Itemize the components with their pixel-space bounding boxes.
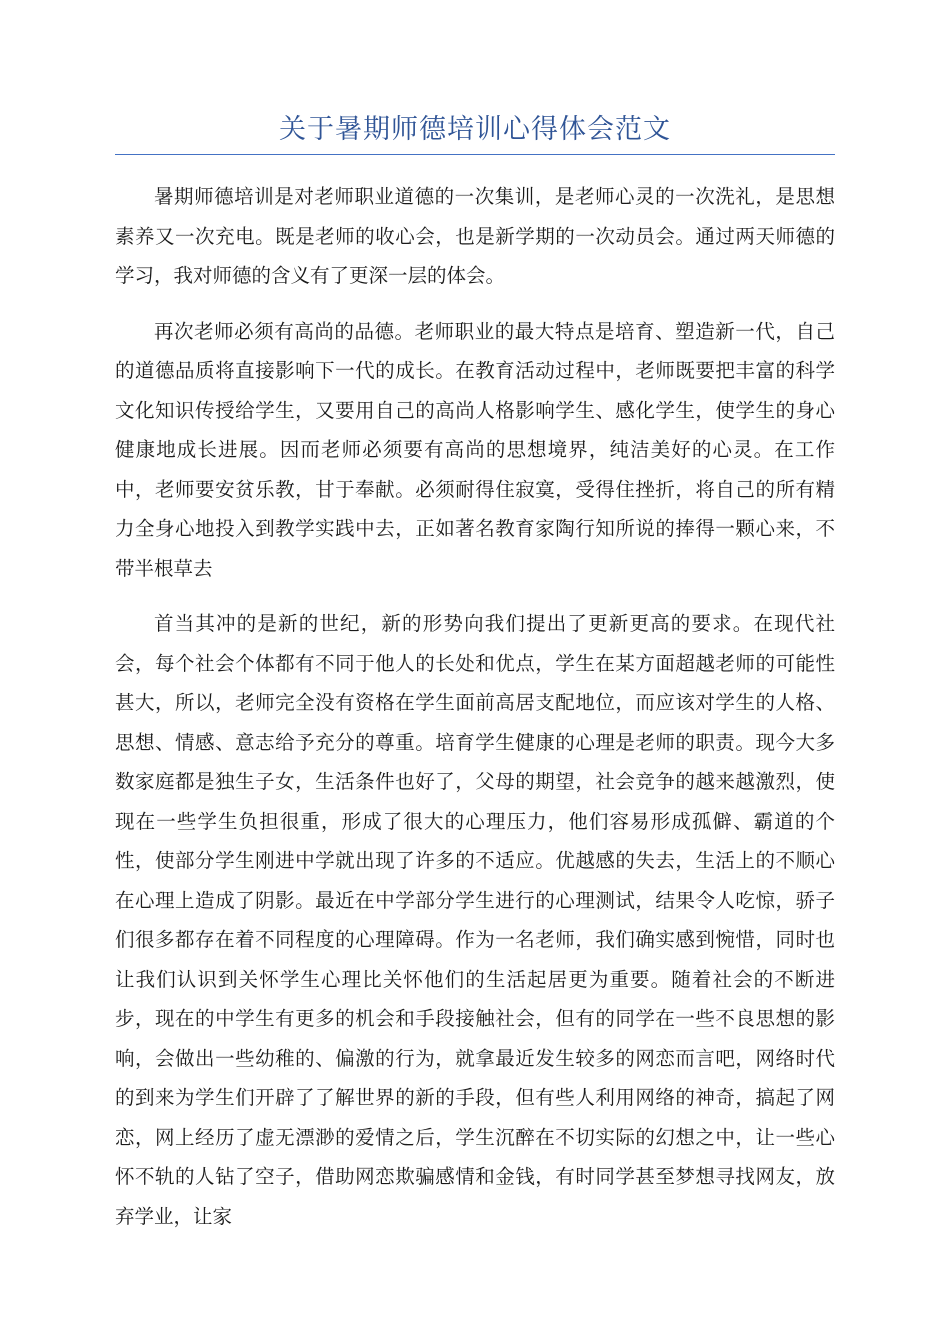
title-underline bbox=[115, 154, 835, 155]
paragraph-3: 首当其冲的是新的世纪，新的形势向我们提出了更新更高的要求。在现代社会，每个社会个体都有不同于他人的长处和优点，学生在某方面超越老师的可能性甚大，所以，老师完全没有资格在学生面前高居支配地位，而应该对学生的人格、思想、情感、意志给予充分的尊重。培育学生健康的心理是老师的职责。现今大多数家庭都是独生子女，生活条件也好了，父母的期望，社会竞争的越来越激烈，使现在一些学生负担很重，形成了很大的心理压力，他们容易形成孤僻、霸道的个性，使部分学生刚进中学就出现了许多的不适应。优越感的失去，生活上的不顺心在心理上造成了阴影。最近在中学部分学生进行的心理测试，结果令人吃惊，骄子们很多都存在着不同程度的心理障碍。作为一名老师，我们确实感到惋惜，同时也让我们认识到关怀学生心理比关怀他们的生活起居更为重要。随着社会的不断进步，现在的中学生有更多的机会和手段接触社会，但有的同学在一些不良思想的影响，会做出一些幼稚的、偏激的行为，就拿最近发生较多的网恋而言吧，网络时代的到来为学生们开辟了了解世界的新的手段，但有些人利用网络的神奇，搞起了网恋，网上经历了虚无漂渺的爱情之后，学生沉醉在不切实际的幻想之中，让一些心怀不轨的人钻了空子，借助网恋欺骗感情和金钱，有时同学甚至梦想寻找网友，放弃学业，让家 bbox=[115, 612, 835, 1228]
paragraph-2: 再次老师必须有高尚的品德。老师职业的最大特点是培育、塑造新一代，自己的道德品质将直接影响下一代的成长。在教育活动过程中，老师既要把丰富的科学文化知识传授给学生，又要用自己的高尚人格影响学生、感化学生，使学生的身心健康地成长进展。因而老师必须要有高尚的思想境界，纯洁美好的心灵。在工作中，老师要安贫乐教，甘于奉献。必须耐得住寂寞，受得住挫折，将自己的所有精力全身心地投入到教学实践中去，正如著名教育家陶行知所说的捧得一颗心来，不带半根草去 bbox=[115, 319, 835, 580]
paragraph-1: 暑期师德培训是对老师职业道德的一次集训，是老师心灵的一次洗礼，是思想素养又一次充电。既是老师的收心会，也是新学期的一次动员会。通过两天师德的学习，我对师德的含义有了更深一层的体会。 bbox=[115, 185, 835, 287]
document-page bbox=[115, 108, 835, 1252]
document-title: 关于暑期师德培训心得体会范文 bbox=[279, 114, 671, 145]
